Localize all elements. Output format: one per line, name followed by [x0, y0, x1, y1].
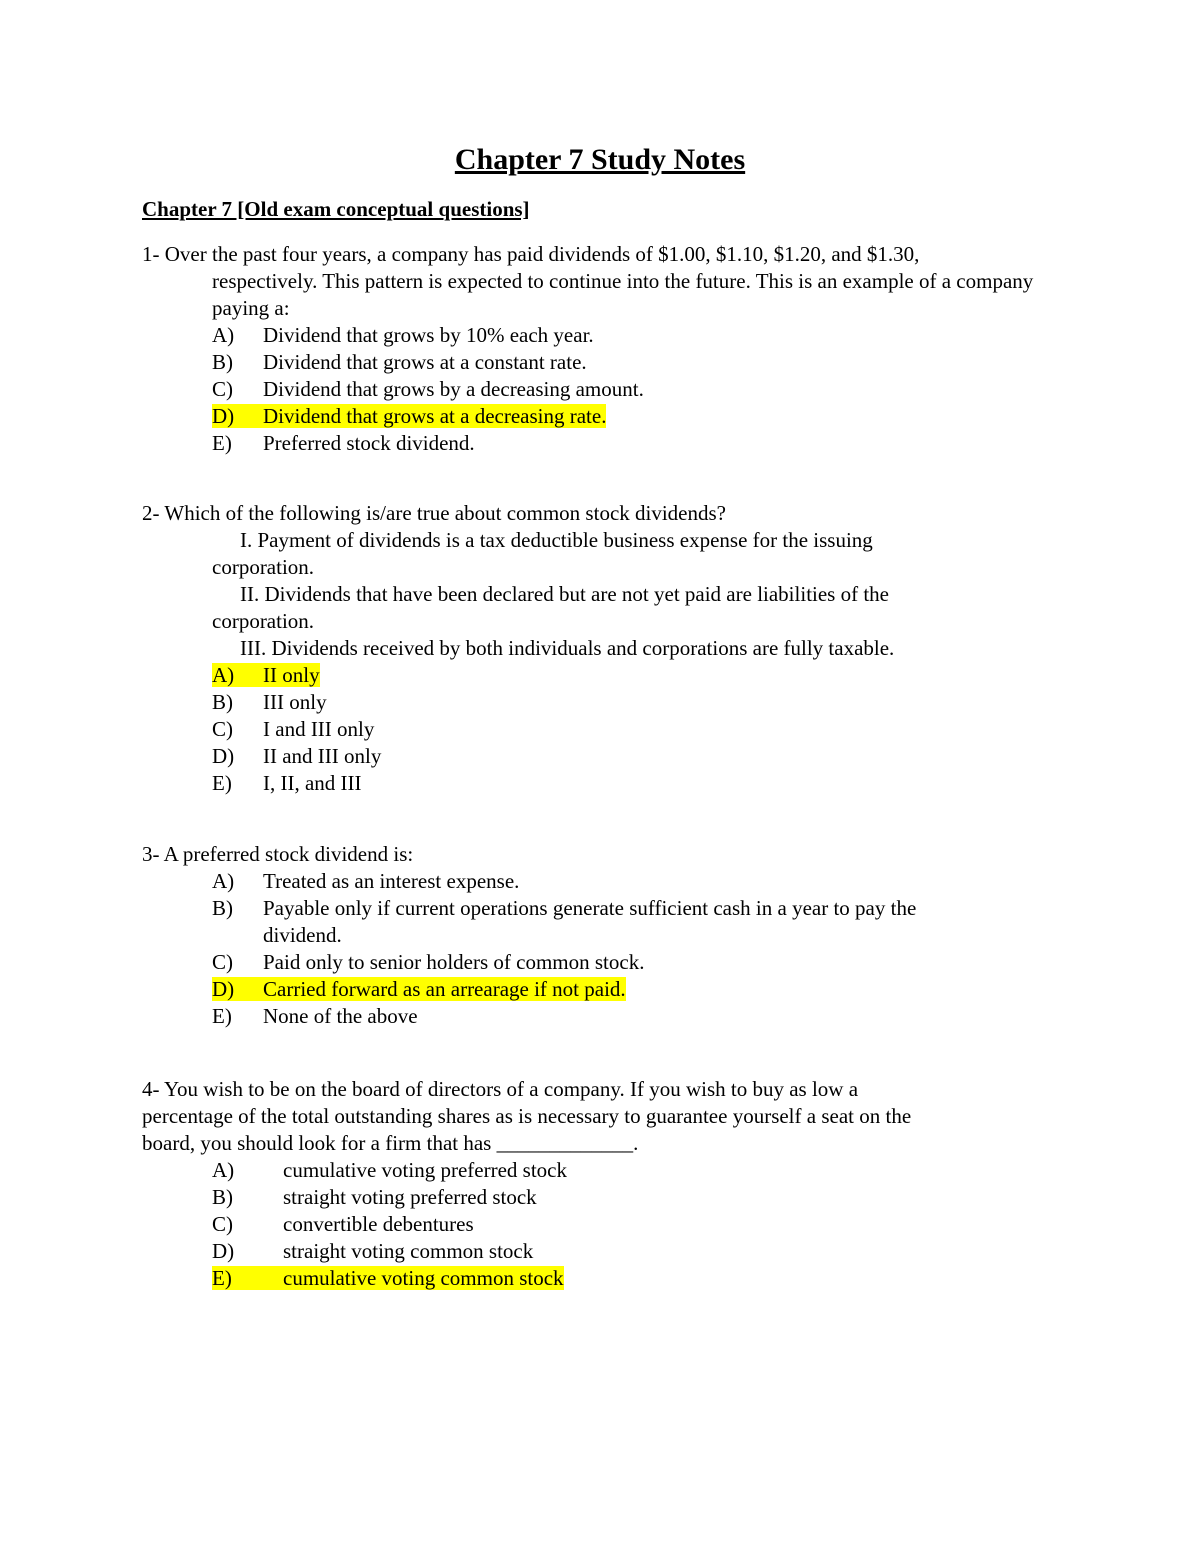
option-e: E) None of the above: [212, 1004, 418, 1028]
statement-iii: III. Dividends received by both individuals and corporations are fully taxable.: [240, 636, 895, 660]
option-d-highlighted: D) Carried forward as an arrearage if not paid.: [212, 977, 626, 1001]
option-c: C) Paid only to senior holders of common stock.: [212, 950, 645, 974]
option-e: E) I, II, and III: [212, 771, 362, 795]
question-1: [142, 241, 1072, 457]
option-a-highlighted: A) II only: [212, 663, 320, 687]
option-c: C) convertible debentures: [212, 1212, 474, 1236]
section-heading: Chapter 7 [Old exam conceptual questions]: [142, 197, 530, 221]
answer-options: [142, 1157, 1072, 1292]
option-c: C) I and III only: [212, 717, 375, 741]
question-text-continued: respectively. This pattern is expected to continue into the future. This is an example of a company paying a:: [212, 269, 1034, 320]
question-stem: [142, 1076, 1072, 1103]
option-d: D) II and III only: [212, 744, 382, 768]
option-a: A) Dividend that grows by 10% each year.: [212, 323, 594, 347]
option-d: D) straight voting common stock: [212, 1239, 534, 1263]
answer-options: [142, 662, 1072, 797]
option-c: C) Dividend that grows by a decreasing amount.: [212, 377, 644, 401]
question-text: A preferred stock dividend is:: [163, 842, 414, 866]
question-number: 1-: [142, 242, 160, 266]
question-text: You wish to be on the board of directors of a company. If you wish to buy as low a: [163, 1077, 859, 1101]
option-b: B) III only: [212, 690, 327, 714]
question-text: Which of the following is/are true about common stock dividends?: [164, 501, 726, 525]
option-b: B) Payable only if current operations generate sufficient cash in a year to pay the: [212, 896, 917, 920]
answer-options: [142, 322, 1072, 457]
question-text: Over the past four years, a company has paid dividends of $1.00, $1.10, $1.20, and $1.30,: [164, 242, 920, 266]
question-stem: [142, 841, 1072, 868]
question-number: 2-: [142, 501, 160, 525]
option-d-highlighted: D) Dividend that grows at a decreasing rate.: [212, 404, 607, 428]
question-stem: [142, 241, 1072, 268]
question-3: [142, 841, 1072, 1030]
question-stem: [142, 500, 1072, 527]
question-text-line-2: percentage of the total outstanding shares as is necessary to guarantee yourself a seat on the: [142, 1104, 912, 1128]
question-number: 4-: [142, 1077, 160, 1101]
answer-options: [142, 868, 1072, 1030]
option-b-continued: dividend.: [263, 923, 342, 947]
option-e: E) Preferred stock dividend.: [212, 431, 475, 455]
statement-ii: II. Dividends that have been declared but are not yet paid are liabilities of the corporation.: [212, 582, 890, 633]
statement-i: I. Payment of dividends is a tax deductible business expense for the issuing corporation.: [212, 528, 873, 579]
question-2: [142, 500, 1072, 797]
question-4: [142, 1076, 1072, 1292]
option-a: A) Treated as an interest expense.: [212, 869, 520, 893]
option-e-highlighted: E) cumulative voting common stock: [212, 1266, 564, 1290]
page-title: Chapter 7 Study Notes: [454, 143, 746, 176]
option-b: B) straight voting preferred stock: [212, 1185, 537, 1209]
option-b: B) Dividend that grows at a constant rate.: [212, 350, 587, 374]
question-number: 3-: [142, 842, 160, 866]
option-a: A) cumulative voting preferred stock: [212, 1158, 567, 1182]
question-text-line-3: board, you should look for a firm that has _____________.: [142, 1131, 639, 1155]
